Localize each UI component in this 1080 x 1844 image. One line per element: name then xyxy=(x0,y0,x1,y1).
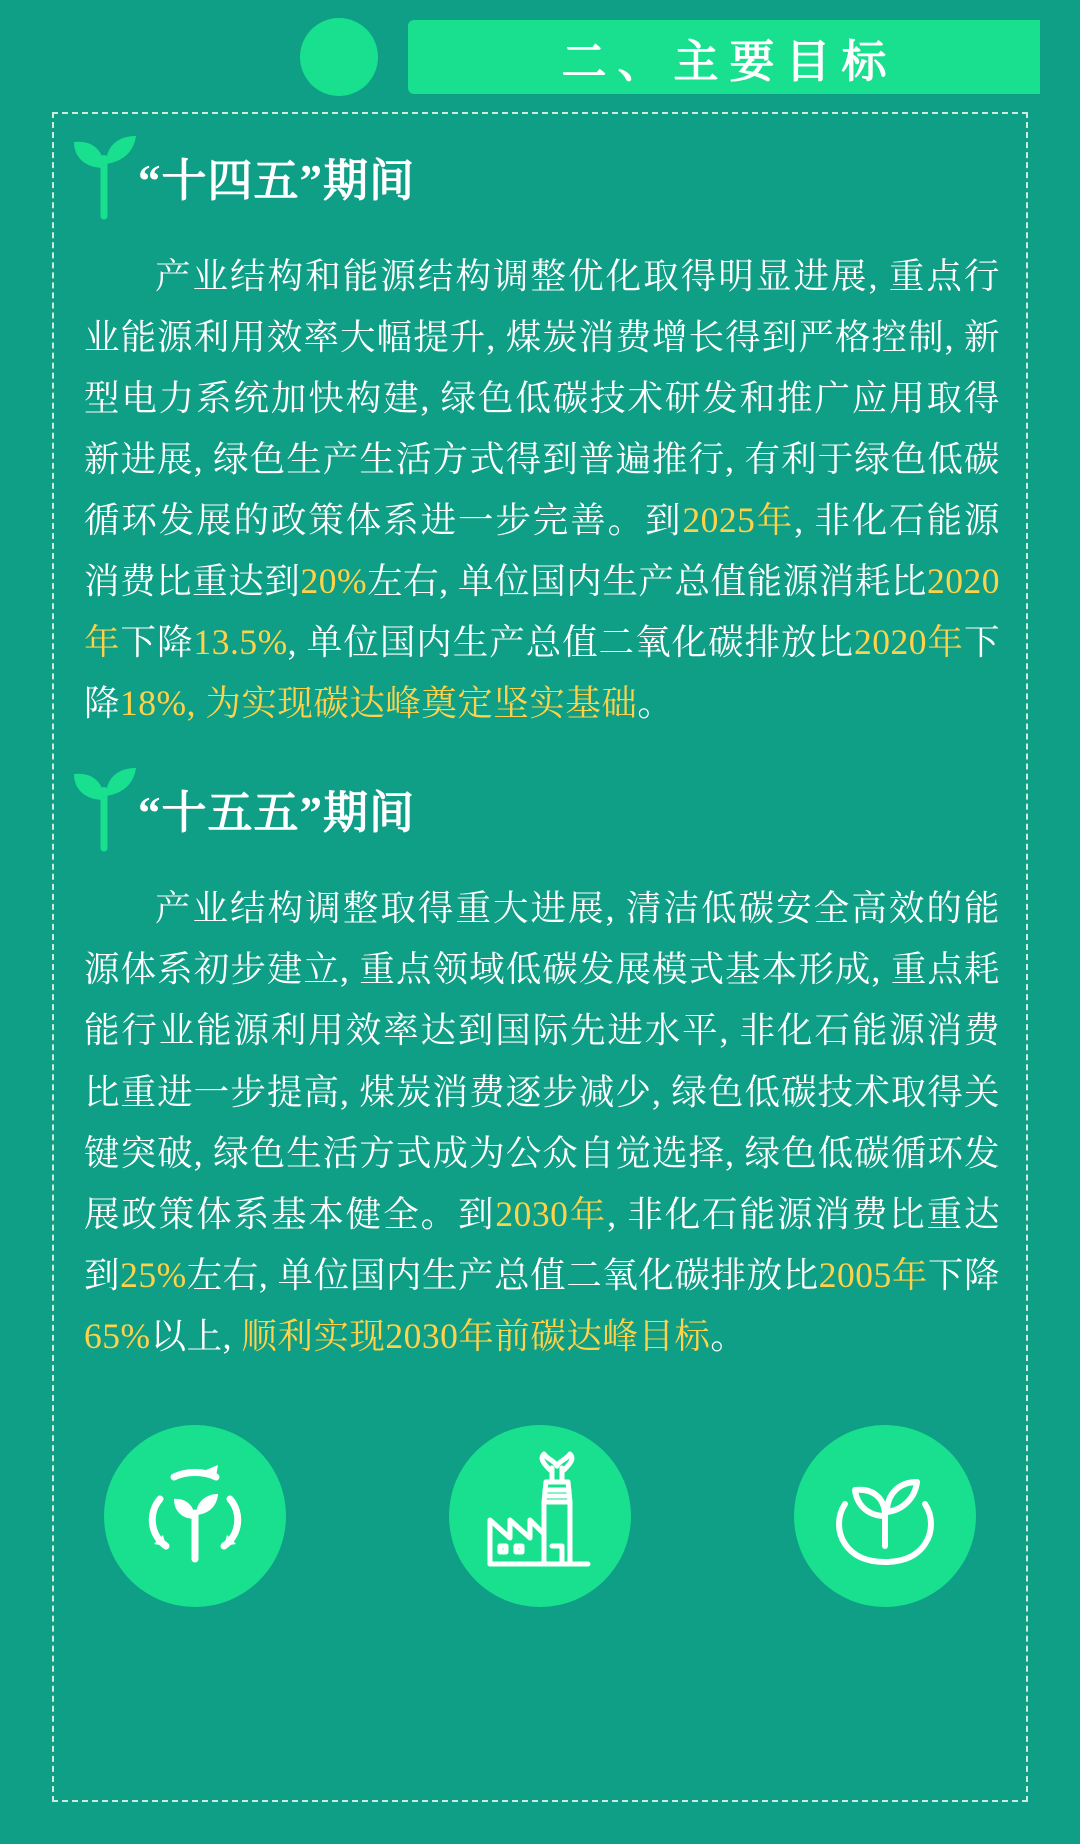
highlight-text: 2020年 xyxy=(854,622,964,663)
recycle-plant-icon xyxy=(104,1425,286,1607)
section-paragraph-2 xyxy=(62,878,1018,1366)
body-text: , 单位国内生产总值二氧化碳排放比 xyxy=(287,622,854,663)
body-text: 。 xyxy=(637,683,674,724)
body-text: 产业结构调整取得重大进展, 清洁低碳安全高效的能源体系初步建立, 重点领域低碳发展模式基本形成, 重点耗能行业能源利用效率达到国际先进水平, 非化石能源消费比重进一步提高, 煤炭消费逐步减少, 绿色低碳技术取得关键突破, 绿色生活方式成为公众自觉选择, 绿色低碳循环发展政策体系基本健全。到 xyxy=(84,888,1000,1234)
body-text: 下降 xyxy=(120,622,194,663)
highlight-text: 25% xyxy=(120,1254,187,1295)
body-text: 左右, 单位国内生产总值能源消耗比 xyxy=(367,561,927,602)
body-text: , 非化石能源消费比重达到 xyxy=(84,1193,1000,1295)
highlight-text: 2025年 xyxy=(682,500,795,541)
highlight-text: 13.5% xyxy=(193,622,288,663)
sprout-icon xyxy=(66,756,144,852)
highlight-text: 2020年 xyxy=(84,561,1000,663)
highlight-text: , 为实现碳达峰奠定坚实基础 xyxy=(186,683,638,724)
section-heading-1 xyxy=(62,124,1018,220)
body-text: 产业结构和能源结构调整优化取得明显进展, 重点行业能源利用效率大幅提升, 煤炭消费增长得到严格控制, 新型电力系统加快构建, 绿色低碳技术研发和推广应用取得新进展, 绿色生产生活方式得到普遍推行, 有利于绿色低碳循环发展的政策体系进一步完善。到 xyxy=(84,256,1000,541)
body-text: , 非化石能源消费比重达到 xyxy=(84,500,1000,602)
footer-icon-row xyxy=(62,1425,1018,1607)
section-paragraph-1 xyxy=(62,246,1018,734)
body-text: 。 xyxy=(710,1315,747,1356)
sprout-icon xyxy=(66,124,144,220)
section-title-2: “十五五”期间 xyxy=(138,788,416,839)
body-text: 左右, 单位国内生产总值二氧化碳排放比 xyxy=(186,1254,819,1295)
factory-icon xyxy=(449,1425,631,1607)
body-text: 下降 xyxy=(84,622,1000,724)
highlight-text: 20% xyxy=(300,561,368,602)
content-area xyxy=(62,118,1018,1607)
page-title: 二、主要目标 xyxy=(561,36,898,87)
section-title-1: “十四五”期间 xyxy=(138,156,416,206)
circle-decoration-icon xyxy=(300,18,378,96)
highlight-text: 2030年 xyxy=(495,1193,608,1234)
highlight-text: 65% xyxy=(84,1315,151,1356)
section-heading-2 xyxy=(62,756,1018,852)
body-text: 下降 xyxy=(927,1254,1000,1295)
highlight-text: 顺利实现2030年前碳达峰目标 xyxy=(241,1315,711,1356)
highlight-text: 18% xyxy=(120,683,187,724)
body-text: 以上, xyxy=(150,1315,242,1356)
header-banner xyxy=(408,20,1040,94)
hands-plant-icon xyxy=(794,1425,976,1607)
page-header xyxy=(0,0,1080,120)
highlight-text: 2005年 xyxy=(818,1254,928,1295)
